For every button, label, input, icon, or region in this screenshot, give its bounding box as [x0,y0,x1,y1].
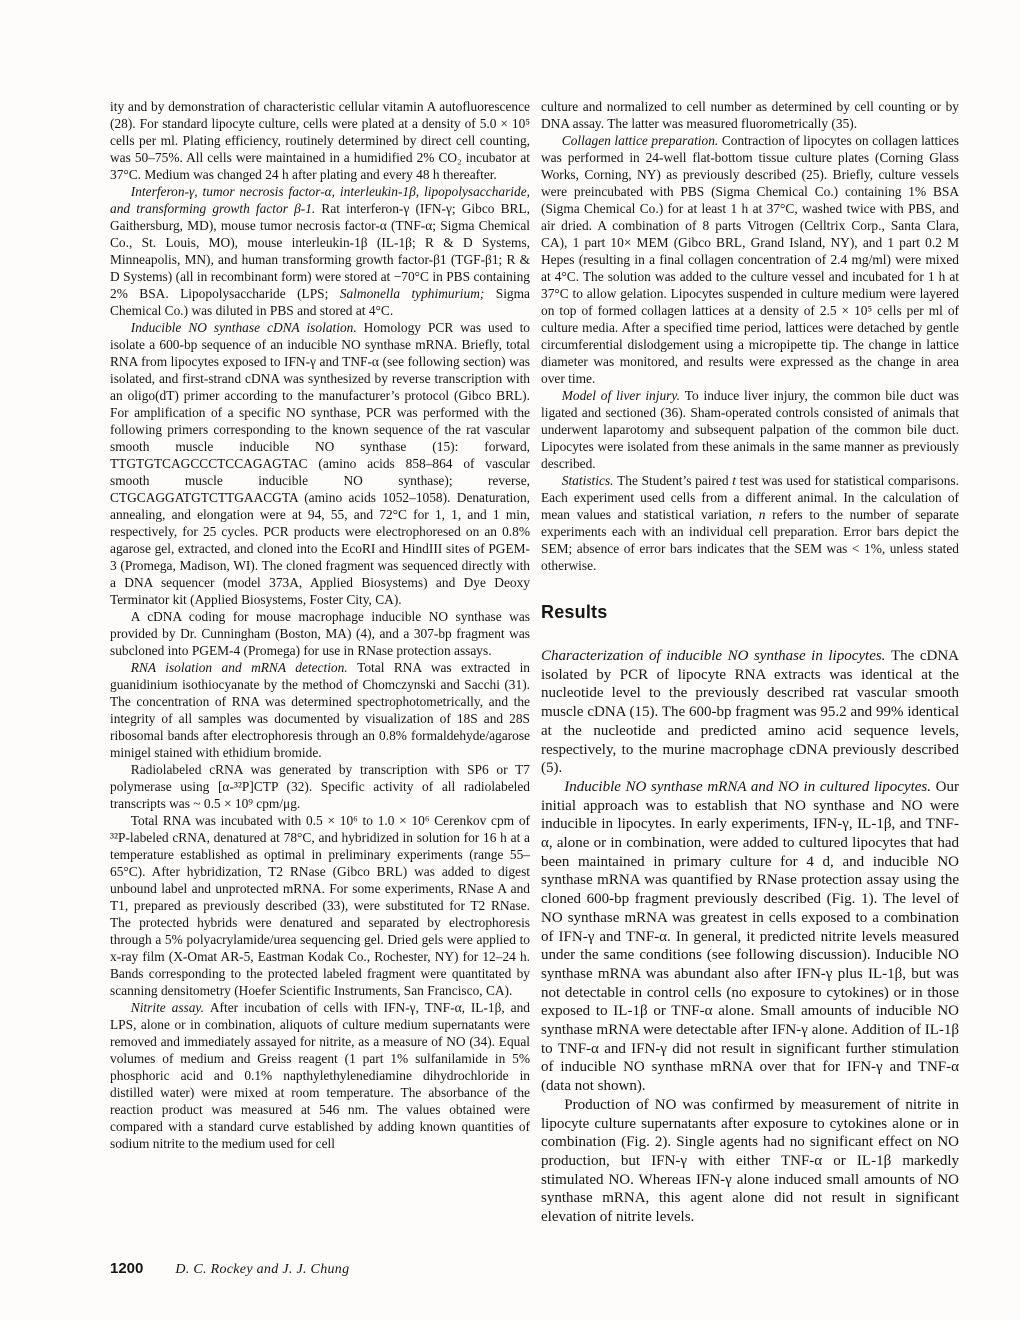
methods-continued-section [541,98,959,574]
page-footer [110,1260,349,1278]
text-run: refers to the number of separate experiments each with an individual cell preparation. Error bars depict the SEM; absence of error bars indicates that the SEM was < 1%, unless stated otherwise. [541,507,960,573]
text-run: After incubation of cells with IFN-γ, TNF-α, IL-1β, and LPS, alone or in combination, aliquots of culture medium supernatants were removed and immediately assayed for nitrite, as a measure of NO (34). Equal volumes of medium and Greiss reagent (1 part 1% sulfanilamide in 5% phosphoric acid and 0.1% napthylethylenediamine dihydrochloride in distilled water) were mixed at room temperature. The absorbance of the reaction product was measured at 546 nm. The values obtained were compared with a standard curve established by adding known quantities of sodium nitrite to the medium used for cell [110,1000,530,1151]
text-run: Total RNA was extracted in guanidinium isothiocyanate by the method of Chomczynski and Sacchi (31). The concentration of RNA was determined spectrophotometrically, and the integrity of all samples was documented by visualization of 18S and 28S ribosomal bands after electrophoresis through an 0.8% formaldehyde/agarose minigel stained with ethidium bromide. [110,660,530,760]
paragraph [110,999,530,1152]
text-run: Inducible NO synthase mRNA and NO in cultured lipocytes. [564,778,936,795]
paragraph [110,319,530,608]
text-run: Collagen lattice preparation. [561,133,722,148]
text-run: Salmonella typhimurium; [339,286,496,301]
text-run: Production of NO was confirmed by measurement of nitrite in lipocyte culture supernatants after exposure to cytokines alone or in combination (Fig. 2). Single agents had no significant effect on NO production, but IFN-γ with either TNF-α or IL-1β markedly stimulated NO. Whereas IFN-γ alone induced small amounts of NO synthase mRNA, this agent alone did not result in significant elevation of nitrite levels. [541,1096,959,1226]
text-run: A cDNA coding for mouse macrophage inducible NO synthase was provided by Dr. Cunningham (Boston, MA) (4), and a 307-bp fragment was subcloned into PGEM-4 (Promega) for use in RNase protection assays. [110,609,530,658]
text-run: RNA isolation and mRNA detection. [130,660,358,675]
text-run: Inducible NO synthase cDNA isolation. [130,320,364,335]
right-column [541,98,959,1227]
text-run: Sigma Chemical Co.) was diluted in PBS and stored at 4°C. [110,286,530,318]
text-run: test was used for statistical comparisons. Each experiment used cells from a different animal. In the calculation of mean values and statistical variation, [541,473,959,522]
results-section [541,647,959,1227]
page-number: 1200 [110,1260,144,1277]
paragraph [541,778,959,1096]
paragraph [541,647,959,778]
paragraph [541,387,959,472]
paragraph [541,98,959,132]
paragraph [110,183,530,319]
results-section-heading: Results [541,602,608,622]
paragraph [110,98,530,183]
paragraph [541,1096,959,1227]
text-run: t [732,473,736,488]
text-run: Total RNA was incubated with 0.5 × 10⁶ to 1.0 × 10⁶ Cerenkov cpm of ³²P-labeled cRNA, denatured at 78°C, and hybridized in solution for 16 h at a temperature established as optimal in preliminary experiments (range 55–65°C). After hybridization, T2 RNase (Gibco BRL) was added to digest unbound label and unprotected mRNA. For some experiments, RNase A and T1, prepared as previously described (33), were substituted for T2 RNase. The protected hybrids were denatured and separated by electrophoresis through a 5% polyacrylamide/urea sequencing gel. Dried gels were applied to x-ray film (X-Omat AR-5, Eastman Kodak Co., Rochester, NY) for 12–24 h. Bands corresponding to the protected labeled fragment were quantitated by scanning densitometry (Hoefer Scientific Instruments, San Francisco, CA). [110,813,530,998]
paragraph [541,472,959,574]
paragraph [110,761,530,812]
text-run: Statistics. [561,473,618,488]
text-run: Characterization of inducible NO synthase in lipocytes. [541,648,891,664]
text-run: Interferon-γ, tumor necrosis factor-α, interleukin-1β, lipopolysaccharide, and transforming growth factor β-1. [110,184,530,216]
text-run: Model of liver injury. [561,388,685,403]
text-run: The Student’s paired [617,473,733,488]
text-run: Radiolabeled cRNA was generated by transcription with SP6 or T7 polymerase using [α-³²P]CTP (32). Specific activity of all radiolabeled transcripts was ~ 0.5 × 10⁹ cpm/μg. [110,762,530,811]
text-run: Nitrite assay. [130,1000,210,1015]
text-run: The cDNA isolated by PCR of lipocyte RNA extracts was identical at the nucleotide level to the previously described rat vascular smooth muscle cDNA (15). The 600-bp fragment was 95.2 and 99% identical at the nucleotide and predicted amino acid sequence levels, respectively, to the murine macrophage cDNA previously described (5). [541,648,959,777]
paragraph [541,132,959,387]
paragraph [110,812,530,999]
paragraph [110,659,530,761]
text-run: Homology PCR was used to isolate a 600-bp sequence of an inducible NO synthase mRNA. Briefly, total RNA from lipocytes exposed to IFN-γ and TNF-α (see following section) was isolated, and first-strand cDNA was synthesized by reverse transcription with an oligo(dT) primer according to the manufacturer’s protocol (Gibco BRL). For amplification of a specific NO synthase, PCR was performed with the following primers corresponding to the known sequence of the rat vascular smooth muscle inducible NO synthase (15): forward, TTGTGTCAGCCCTCCAGAGTAC (amino acids 858–864 of vascular smooth muscle inducible NO synthase); reverse, CTGCAGGATGTCTTGAACGTA (amino acids 1052–1058). Denaturation, annealing, and elongation were at 94, 55, and 72°C for 1, 1, and 1 min, respectively, for 25 cycles. PCR products were electrophoresed on an 0.8% agarose gel, extracted, and cloned into the EcoRI and HindIII sites of PGEM-3 (Promega, Madison, WI). The cloned fragment was sequenced directly with a DNA sequencer (model 373A, Applied Biosystems) and Dye Deoxy Terminator kit (Applied Biosystems, Foster City, CA). [110,320,530,607]
left-column [110,98,530,1152]
text-run: Contraction of lipocytes on collagen lattices was performed in 24-well flat-bottom tissue culture plates (Corning Glass Works, Corning, NY) as previously described (25). Briefly, culture vessels were preincubated with PBS (Sigma Chemical Co.) containing 1% BSA (Sigma Chemical Co.) for at least 1 h at 37°C, washed twice with PBS, and air dried. A combination of 8 parts Vitrogen (Celltrix Corp., Santa Clara, CA), 1 part 10× MEM (Gibco BRL, Grand Island, NY), and 1 part 0.2 M Hepes (resulting in a final collagen concentration of 2.4 mg/ml) were mixed at 4°C. The solution was added to the culture vessel and incubated for 1 h at 37°C to allow gelation. Lipocytes suspended in culture medium were layered on top of formed collagen lattices at a density of 2.5 × 10⁵ cells per ml of culture media. After a specified time period, lattices were detached by gentle circumferential dislodgement using a micropipette tip. The change in lattice diameter was monitored, and results were expressed as the change in area over time. [541,133,959,386]
text-run: To induce liver injury, the common bile duct was ligated and sectioned (36). Sham-operated controls consisted of animals that underwent laparotomy and subsequent palpation of the common bile duct. Lipocytes were isolated from these animals in the same manner as previously described. [541,388,959,471]
text-run: n [758,507,766,522]
paragraph [110,608,530,659]
text-run: culture and normalized to cell number as determined by cell counting or by DNA assay. The latter was measured fluorometrically (35). [541,99,959,131]
text-run: ity and by demonstration of characteristic cellular vitamin A autofluorescence (28). For standard lipocyte culture, cells were plated at a density of 5.0 × 10⁵ cells per ml. Plating efficiency, routinely determined by direct cell counting, was 50–75%. All cells were maintained in a humidified 2% CO₂ incubator at 37°C. Medium was changed 24 h after plating and every 48 h thereafter. [110,99,530,182]
running-authors: D. C. Rockey and J. J. Chung [175,1262,350,1277]
text-run: Our initial approach was to establish that NO synthase and NO were inducible in lipocytes. In early experiments, IFN-γ, IL-1β, and TNF-α, alone or in combination, were added to cultured lipocytes that had been maintained in primary culture for 4 d, and inducible NO synthase mRNA was quantified by RNase protection assay using the cloned 600-bp fragment previously described (Fig. 1). The level of NO synthase mRNA was greatest in cells exposed to a combination of IFN-γ and TNF-α. In general, it predicted nitrite levels measured under the same conditions (see following discussion). Inducible NO synthase mRNA was abundant also after IFN-γ plus IL-1β, but was not detectable in control cells (no exposure to cytokines) or in those exposed to IL-1β or TNF-α alone. Small amounts of inducible NO synthase mRNA were detectable after IFN-γ alone. Addition of IL-1β to TNF-α and IFN-γ did not result in significant further stimulation of inducible NO synthase mRNA over that for IFN-γ and TNF-α (data not shown). [541,778,959,1095]
text-run: Rat interferon-γ (IFN-γ; Gibco BRL, Gaithersburg, MD), mouse tumor necrosis factor-α (TNF-α; Sigma Chemical Co., St. Louis, MO), mouse interleukin-1β (IL-1β; R & D Systems, Minneapolis, MN), and human transforming growth factor-β1 (TGF-β1; R & D Systems) (all in recombinant form) were stored at −70°C in PBS containing 2% BSA. Lipopolysaccharide (LPS; [110,201,530,301]
